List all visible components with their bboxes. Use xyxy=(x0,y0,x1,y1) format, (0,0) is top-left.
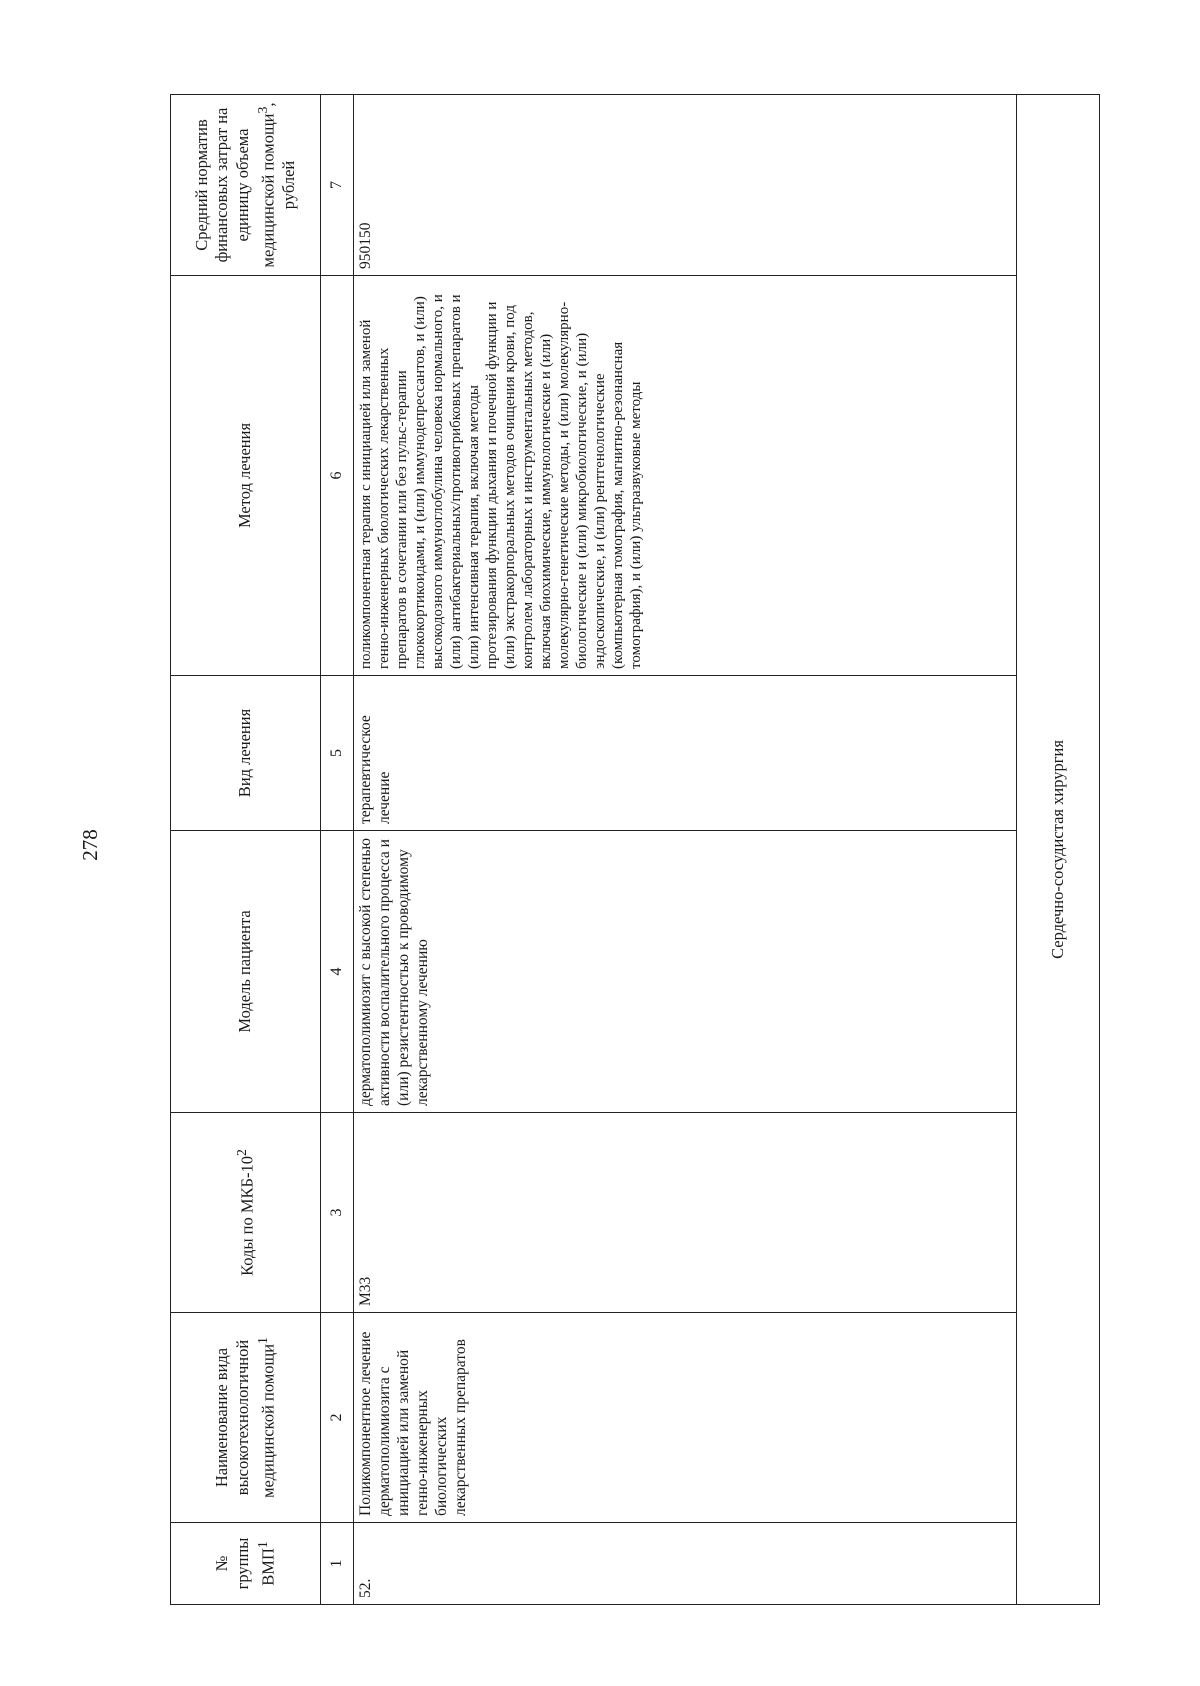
table-container xyxy=(170,95,1100,1605)
column-number: 1 xyxy=(321,1523,354,1605)
group-number-cell: 52. xyxy=(354,1523,1017,1605)
column-number: 2 xyxy=(321,1313,354,1523)
column-number: 4 xyxy=(321,831,354,1113)
column-number: 6 xyxy=(321,276,354,676)
patient-model-cell: дерматополимиозит с высокой степенью активности воспалительного процесса и (или) резистентностью к проводимому лекарственному лечению xyxy=(354,831,1017,1113)
rotated-table xyxy=(170,95,1100,1605)
column-number: 3 xyxy=(321,1113,354,1313)
icd-codes-cell: M33 xyxy=(354,1113,1017,1313)
header-icd-codes: Коды по МКБ-$10^2$ xyxy=(171,1113,321,1313)
header-method: Метод лечения xyxy=(171,276,321,676)
header-patient-model: Модель пациента xyxy=(171,831,321,1113)
header-cost: Средний норматив финансовых затрат на единицу объема медицинской помощи$^3$, рублей xyxy=(171,95,321,276)
cost-cell: 950150 xyxy=(354,95,1017,276)
column-number-row xyxy=(321,95,354,1605)
treatment-type-cell: терапевтическое лечение xyxy=(354,676,1017,831)
column-number: 7 xyxy=(321,95,354,276)
table-row xyxy=(354,95,1017,1605)
vmp-table xyxy=(170,94,1100,1605)
vmp-name-cell: Поликомпонентное лечение дерматополимиозита с инициацией или заменой генно-инженерных биологических лекарственных препаратов xyxy=(354,1313,1017,1523)
section-row xyxy=(1017,95,1100,1605)
header-row xyxy=(171,95,321,1605)
header-treatment-type: Вид лечения xyxy=(171,676,321,831)
treatment-method-cell: поликомпонентная терапия с инициацией или заменой генно-инженерных биологических лекарственных препаратов в сочетании или без пульс-терапии глюкокортикоидами, и (или) иммунодепрессантов, и (или) высокодозного иммуноглобулина человека нормального, и (или) антибактериальных/противогрибковых препаратов и (или) интенсивная терапия, включая методы протезирования функции дыхания и почечной функции и (или) экстракорпоральных методов очищения крови, под контролем лабораторных и инструментальных методов, включая биохимические, иммунологические и (или) молекулярно-генетические методы, и (или) молекулярно-биологические и (или) микробиологические, и (или) эндоскопические, и (или) рентгенологические (компьютерная томография, магнитно-резонансная томография), и (или) ультразвуковые методы xyxy=(354,276,1017,676)
section-title: Сердечно-сосудистая хирургия xyxy=(1017,95,1100,1605)
header-group-no: № группы ВМП$^1$ xyxy=(171,1523,321,1605)
header-name: Наименование вида высокотехнологичной медицинской помощи$^1$ xyxy=(171,1313,321,1523)
page-number: 278 xyxy=(77,829,102,861)
column-number: 5 xyxy=(321,676,354,831)
